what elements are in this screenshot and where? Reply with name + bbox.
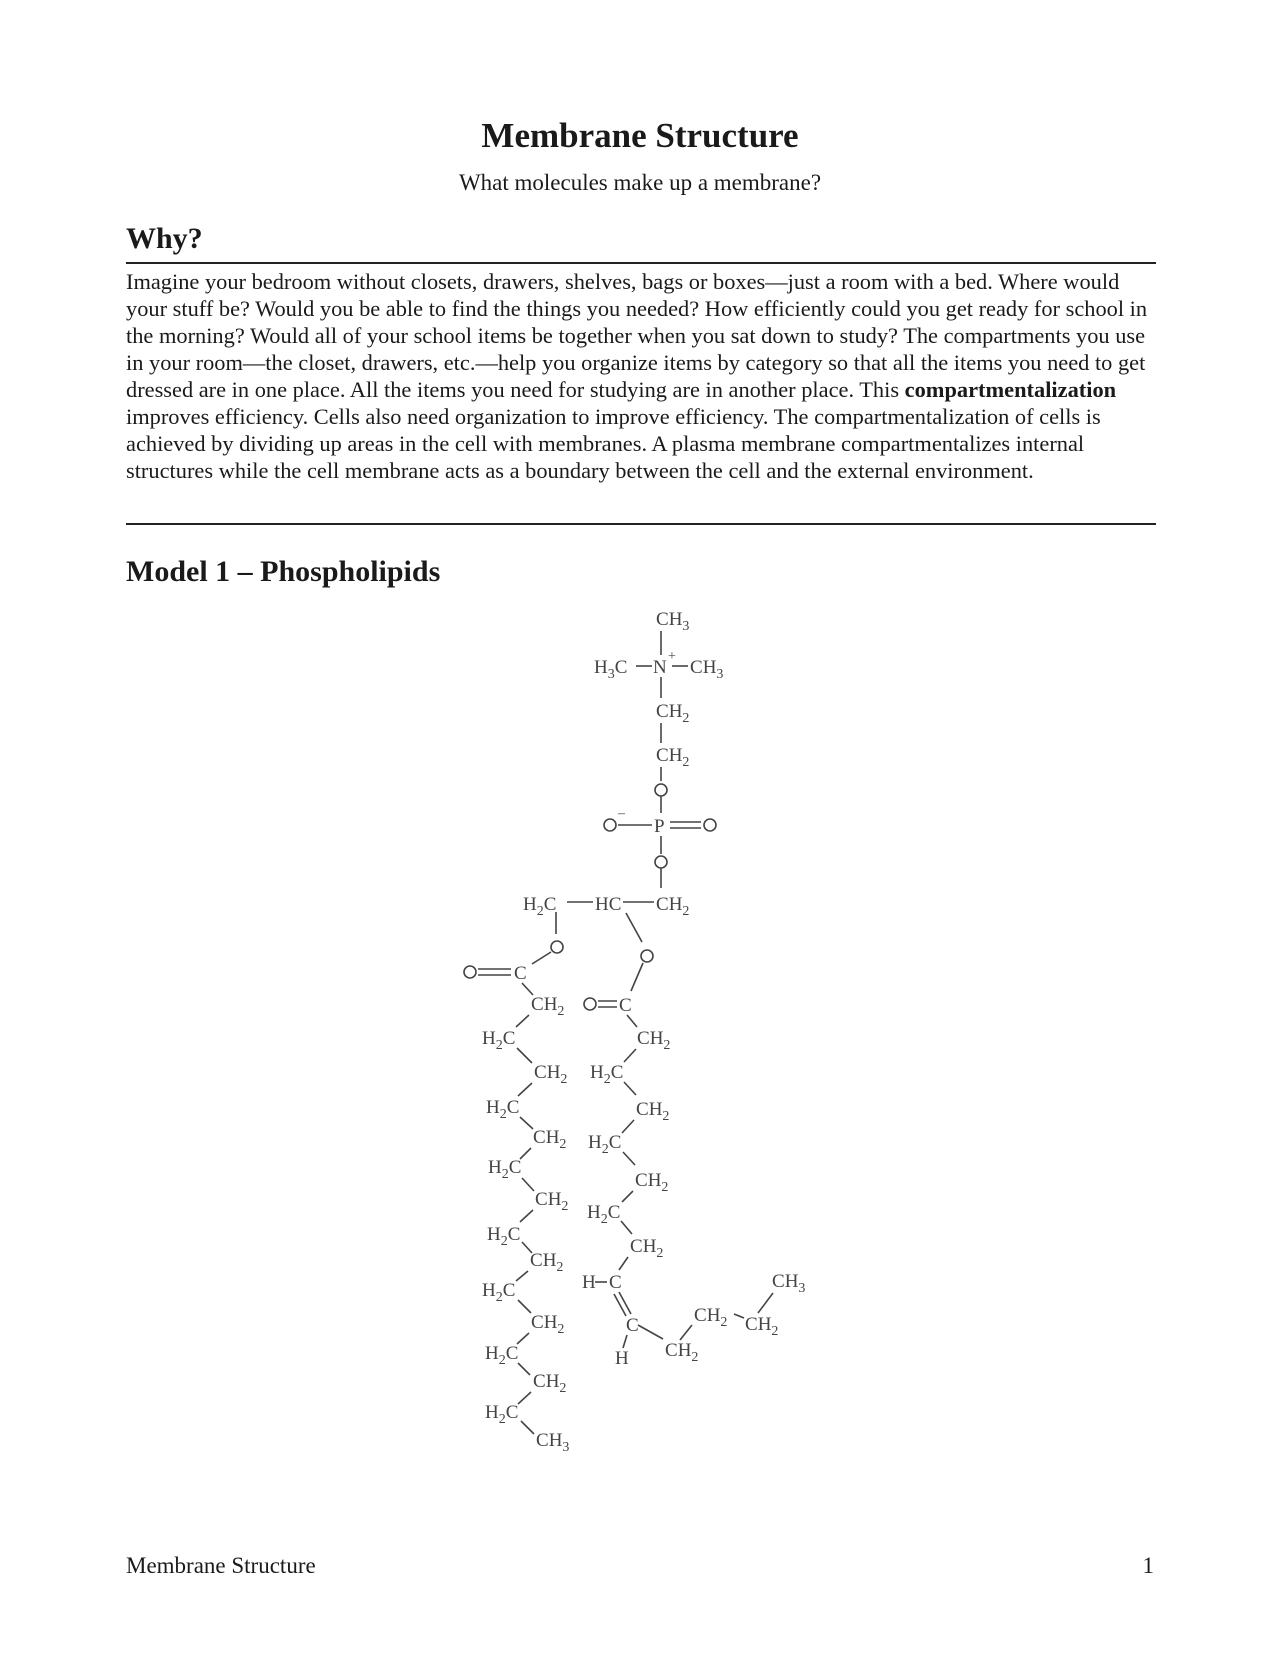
label-ch2-b4: $CH_2$	[630, 1236, 664, 1261]
label-ch3-right: $CH_3$	[690, 657, 724, 682]
bond	[518, 1392, 531, 1404]
label-ch2-a6: $CH_2$	[531, 1312, 565, 1337]
bond	[619, 1292, 631, 1314]
bond	[518, 1083, 532, 1096]
label-ch2-b2: $CH_2$	[636, 1099, 670, 1124]
bond	[520, 1210, 533, 1222]
label-ch2-2: $CH_2$	[656, 745, 690, 770]
bond	[522, 1178, 534, 1191]
bond	[627, 1015, 637, 1027]
bond	[631, 963, 643, 991]
phosphate-group	[604, 784, 716, 888]
bond	[619, 1257, 628, 1270]
label-h2c-b1: $H_2C$	[590, 1062, 624, 1087]
label-ch2-a4: $CH_2$	[535, 1189, 569, 1214]
label-c-cis2: C	[626, 1315, 639, 1336]
label-h2c-b2: $H_2C$	[588, 1132, 622, 1157]
label-h2c-a2: $H_2C$	[486, 1097, 520, 1122]
bond	[517, 1048, 532, 1063]
fatty-acid-chain-2	[582, 950, 805, 1369]
label-p: P	[654, 816, 665, 837]
bond	[516, 1015, 529, 1027]
oxygen-atom	[704, 819, 716, 831]
page-subtitle: What molecules make up a membrane?	[458, 170, 822, 195]
label-h2c-a5: $H_2C$	[482, 1280, 516, 1305]
oxygen-atom	[584, 998, 596, 1010]
bond	[520, 1117, 533, 1129]
oxygen-atom	[655, 784, 667, 796]
bond	[614, 1294, 626, 1316]
label-ch2-b6: $CH_2$	[694, 1305, 728, 1330]
label-h3c: $H_3C$	[594, 657, 628, 682]
fatty-acid-chain-1	[464, 941, 569, 1455]
oxygen-atom	[551, 941, 563, 953]
bond	[518, 1363, 530, 1375]
oxygen-atom	[641, 950, 653, 962]
label-h2c-a4: $H_2C$	[487, 1224, 521, 1249]
bond	[516, 1271, 528, 1281]
label-ch3-b: $CH_3$	[772, 1271, 806, 1296]
label-ch2-a1: $CH_2$	[531, 994, 565, 1019]
label-h-cis2: H	[615, 1348, 629, 1369]
label-h-cis1: H	[582, 1272, 596, 1293]
label-ch2-a3: $CH_2$	[533, 1127, 567, 1152]
bond	[624, 1049, 636, 1062]
label-c1: C	[514, 963, 527, 984]
model1-heading: Model 1 – Phospholipids	[126, 555, 441, 588]
label-ch3-a: $CH_3$	[536, 1430, 570, 1455]
label-ch3-top: $CH_3$	[656, 609, 690, 634]
bond	[518, 1300, 531, 1313]
why-bold-term: compartmentalization	[904, 377, 1117, 402]
label-ch2-a2: $CH_2$	[534, 1062, 568, 1087]
bond	[532, 952, 551, 964]
bond	[623, 1335, 627, 1348]
glycerol-backbone	[523, 894, 689, 942]
label-ch2-a5: $CH_2$	[530, 1250, 564, 1275]
label-ch2-b7: $CH_2$	[745, 1314, 779, 1339]
label-h2c-a3: $H_2C$	[488, 1157, 522, 1182]
label-ch2-b3: $CH_2$	[635, 1170, 669, 1195]
bond	[623, 1152, 635, 1165]
footer-title: Membrane Structure	[126, 1553, 316, 1578]
bond	[638, 1325, 663, 1339]
label-ch2-b1: $CH_2$	[637, 1028, 671, 1053]
oxygen-atom	[655, 856, 667, 868]
label-c2: C	[619, 995, 632, 1016]
label-plus: +	[668, 649, 676, 664]
bond	[680, 1325, 692, 1340]
why-text-part-1: Imagine your bedroom without closets, drawers, shelves, bags or boxes—just a room with a bed. Where would your stuff be? Would you be able to find the things you needed? How efficiently could you get ready for school in the morning? Would all of your school items be together when you sat down to study? The compartments you use in your room—the closet, drawers, etc.—help you organize items by category so that all the items you need to get dressed are in one place. All the items you need for studying are in another place. This	[126, 269, 1148, 402]
oxygen-atom	[604, 819, 616, 831]
label-h2c-b3: $H_2C$	[587, 1202, 621, 1227]
label-h2c-a1: $H_2C$	[482, 1028, 516, 1053]
label-ch2-1: $CH_2$	[656, 701, 690, 726]
bond	[758, 1293, 773, 1313]
why-text-part-2: improves efficiency. Cells also need organization to improve efficiency. The compartmentalization of cells is achieved by dividing up areas in the cell with membranes. A plasma membrane compartmentalizes internal structures while the cell membrane acts as a boundary between the cell and the external environment.	[126, 404, 1101, 483]
footer-page-number: 1	[1142, 1553, 1154, 1578]
bond	[622, 1120, 634, 1133]
label-minus: –	[618, 806, 625, 821]
label-hc: HC	[595, 894, 622, 915]
label-h2c-glycerol: $H_2C$	[523, 894, 557, 919]
oxygen-atom	[464, 966, 476, 978]
label-h2c-a6: $H_2C$	[485, 1343, 519, 1368]
bond	[622, 1191, 633, 1202]
bond	[624, 1082, 636, 1095]
bond	[517, 1333, 529, 1344]
why-heading: Why?	[126, 222, 203, 255]
label-c-cis1: C	[609, 1272, 622, 1293]
label-h2c-a7: $H_2C$	[485, 1402, 519, 1427]
label-ch2-b5: $CH_2$	[665, 1340, 699, 1365]
label-ch2-glycerol: $CH_2$	[656, 894, 690, 919]
bond	[626, 913, 642, 942]
bond	[621, 1221, 632, 1234]
label-ch2-a7: $CH_2$	[533, 1371, 567, 1396]
bond	[520, 1148, 531, 1159]
page-title: Membrane Structure	[481, 116, 799, 155]
bond	[521, 1421, 534, 1434]
choline-group	[594, 609, 723, 781]
label-n: N	[653, 657, 667, 678]
bond	[734, 1314, 744, 1318]
